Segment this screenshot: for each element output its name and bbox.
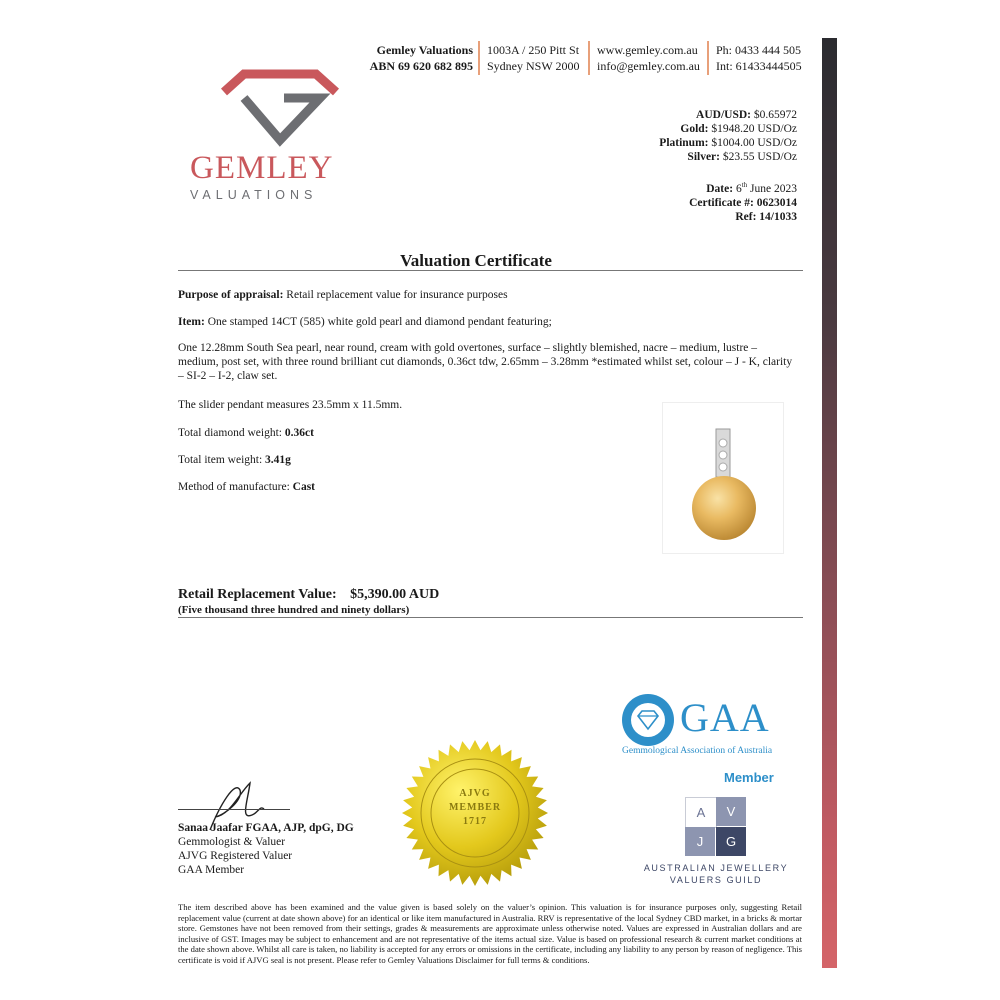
retail-value [178, 587, 439, 603]
signatory-role-1: Gemmologist & Valuer [178, 836, 286, 848]
seal-line-2: MEMBER [448, 802, 502, 813]
signature-line [178, 809, 290, 810]
signatory-role-2: AJVG Registered Valuer [178, 850, 293, 862]
header-web-block [597, 42, 700, 74]
signatory-role-3: GAA Member [178, 864, 245, 876]
address-line-2: Sydney NSW 2000 [487, 59, 580, 73]
rate-platinum: Platinum: $1004.00 USD/Oz [659, 137, 797, 149]
ajvg-letter-v: V [716, 797, 746, 826]
gemley-logo [190, 68, 360, 208]
gold-seal-icon [400, 738, 550, 888]
header-divider [478, 41, 480, 75]
manufacture-method: Method of manufacture: Cast [178, 481, 316, 493]
certificate-meta [560, 178, 797, 224]
page-title: Valuation Certificate [400, 251, 552, 270]
ajvg-logo [636, 795, 796, 890]
ajvg-letter-j: J [685, 827, 715, 856]
item-summary: Item: One stamped 14CT (585) white gold pearl and diamond pendant featuring; [178, 316, 552, 328]
retail-value-amount: $5,390.00 AUD [350, 587, 440, 602]
logo-subtitle: VALUATIONS [190, 188, 318, 202]
ajvg-line-1: AUSTRALIAN JEWELLERY [643, 863, 789, 873]
retail-value-label: Retail Replacement Value: [178, 587, 337, 602]
email-link[interactable]: info@gemley.com.au [597, 59, 700, 73]
seal-line-3: 1717 [463, 816, 487, 827]
ajvg-letter-grid [685, 797, 747, 857]
title-underline [178, 270, 803, 271]
website-link[interactable]: www.gemley.com.au [597, 43, 698, 57]
cert-date: Date: 6th June 2023 [706, 181, 797, 195]
metal-rates [560, 108, 797, 164]
side-accent-bar [822, 38, 837, 968]
item-measurements: The slider pendant measures 23.5mm x 11.5mm. [178, 399, 403, 411]
pendant-photo [662, 402, 784, 554]
retail-value-words: (Five thousand three hundred and ninety dollars) [178, 604, 410, 616]
gaa-member-label: Member [724, 770, 774, 785]
header-phone-block [716, 42, 802, 74]
appraisal-purpose: Purpose of appraisal: Retail replacement value for insurance purposes [178, 289, 508, 301]
address-line-1: 1003A / 250 Pitt St [487, 43, 580, 57]
diamond-weight: Total diamond weight: 0.36ct [178, 427, 314, 439]
international-phone: Int: 61433444505 [716, 59, 802, 73]
seal-starburst [402, 740, 548, 886]
header-address-block [487, 42, 579, 74]
item-weight: Total item weight: 3.41g [178, 454, 291, 466]
logo-name: GEMLEY [190, 150, 334, 186]
gaa-acronym: GAA [680, 695, 770, 740]
ajvg-seal [400, 738, 550, 888]
cert-number: Certificate #: 0623014 [689, 196, 797, 209]
ajvg-line-2: VALUERS GUILD [669, 875, 763, 885]
seal-line-1: AJVG [459, 788, 491, 799]
signatory-name: Sanaa Jaafar FGAA, AJP, dpG, DG [178, 822, 354, 834]
header-divider [588, 41, 590, 75]
abn: ABN 69 620 682 895 [369, 59, 473, 73]
signatory-block [178, 821, 354, 877]
rate-audusd: AUD/USD: $0.65972 [696, 109, 797, 121]
gem-logo-icon [210, 68, 350, 148]
rate-silver: Silver: $23.55 USD/Oz [687, 151, 797, 163]
company-name: Gemley Valuations [376, 43, 473, 57]
ajvg-letter-a: A [685, 797, 717, 828]
pearl-pendant-image [663, 403, 783, 553]
gaa-logo [620, 692, 790, 792]
disclaimer: The item described above has been examined and the value given is based solely on the valuer’s opinion. This valuation is for insurance purposes only, suggesting Retail replacement value (current at date shown above) for an identical or like item manufactured in Australia. RRV is representative of the local Sydney CBD market, in a bricks & mortar store. Gemstones have not been removed from their settings, grades & measurements are approximate unless otherwise noted. Values are expressed in Australian dollars and are inclusive of GST. Images may be subject to enhancement and are not representative of the items actual size. Value is based on professional research & current market conditions at the date shown above. Whilst all care is taken, no liability is accepted for any errors or omissions in the certificate, including any liability to any person by reason of negligence. This certificate is void if AJVG seal is not present. Please refer to Gemley Valuations Disclaimer for full terms & conditions. [178, 902, 802, 965]
phone: Ph: 0433 444 505 [716, 43, 802, 57]
ajvg-letter-g: G [716, 827, 746, 856]
gaa-full-name: Gemmological Association of Australia [622, 746, 773, 756]
header-divider [707, 41, 709, 75]
cert-ref: Ref: 14/1033 [735, 210, 797, 223]
rate-gold: Gold: $1948.20 USD/Oz [680, 123, 797, 135]
item-description: One 12.28mm South Sea pearl, near round, cream with gold overtones, surface – slightly blemished, nacre – medium, lustre – medium, post set, with three round brilliant cut diamonds, 0.36ct tdw, 2.65mm – 3.28mm *estimated whilst set, colour – J - K, clarity – SI-2 – I-2, claw set. [178, 342, 793, 382]
header-company-block [368, 42, 473, 74]
gaa-emblem-icon [620, 692, 676, 748]
value-underline [178, 617, 803, 618]
